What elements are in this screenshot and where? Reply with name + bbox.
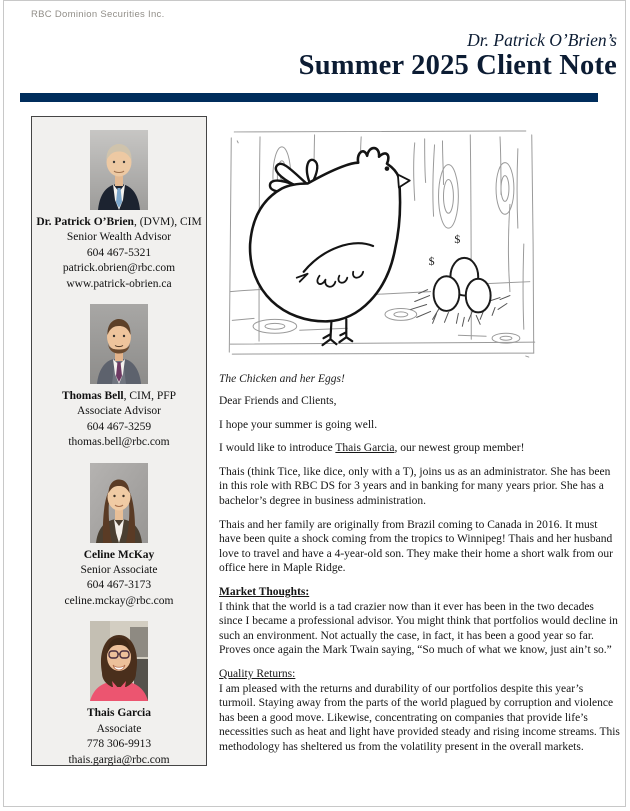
team-member-card xyxy=(65,463,174,610)
member-name xyxy=(87,706,151,721)
section-heading-quality: Quality Returns: xyxy=(219,667,296,680)
paragraph-brazil: Thais and her family are originally from Brazil coming to Canada in 2016. It must have been quite a shock coming from the tropics to Winnipeg! Thais and her husband love to travel and have a 4-year-old son. They make their home a short walk from our office here in Maple Ridge. xyxy=(219,518,613,575)
section-body-market: I think that the world is a tad crazier now than it ever has been in the two decades since I became a professional advisor. You might think that portfolios would decline in such an environment. Not actually the case, in fact, it has been a good year so far. Proves once again the Mark Twain saying, “So much of what we know, just ain’t so.” xyxy=(219,600,618,657)
section-heading-market: Market Thoughts: xyxy=(219,585,310,598)
member-name-text: Celine McKay xyxy=(83,548,155,561)
paragraph-thais: Thais (think Tice, like dice, only with a T), joins us as an administrator. She has been in this role with RBC DS for 3 years and in banking for many years prior. She has a bachelor’s degree in business administration. xyxy=(219,465,611,507)
section-body-quality: I am pleased with the returns and durability of our portfolios despite this year’s turmoil. Staying away from the parts of the world plagued by corruption and violence has been a good move. Likewise, concentrating on companies that provide life’s necessities such as heat and light have provided steady and rising income streams. This methodology has sheltered us from the volatility present in the overall markets. xyxy=(219,682,620,753)
section-quality xyxy=(219,667,620,755)
section-market xyxy=(219,585,620,658)
member-credentials: , CIM, PFP xyxy=(123,390,177,403)
title-accent-bar xyxy=(20,93,598,102)
dollar-symbol: $ xyxy=(428,253,435,268)
headshot-photo-patrick xyxy=(90,130,148,210)
member-name-text: Thais Garcia xyxy=(86,707,151,720)
member-phone: 778 306-9913 xyxy=(86,738,152,751)
headshot-photo-celine xyxy=(90,463,148,543)
member-title: Associate xyxy=(96,722,142,735)
member-name-text: Thomas Bell xyxy=(61,390,124,403)
masthead xyxy=(299,31,617,82)
newsletter-title: Summer 2025 Client Note xyxy=(298,50,617,82)
member-email: thais.gargia@rbc.com xyxy=(68,753,170,766)
greeting-line: Dear Friends and Clients, xyxy=(219,395,337,407)
member-phone: 604 467-3173 xyxy=(86,579,152,592)
member-email: patrick.obrien@rbc.com xyxy=(62,262,176,275)
illustration-caption: The Chicken and her Eggs! xyxy=(219,373,345,385)
member-name xyxy=(36,215,201,230)
document-page xyxy=(3,0,626,807)
intro-prefix: I would like to introduce xyxy=(219,442,336,455)
paragraph-summer: I hope your summer is going well. xyxy=(219,418,378,431)
headshot-photo-thais xyxy=(90,621,148,701)
chicken-illustration xyxy=(219,125,546,363)
member-phone: 604 467-5321 xyxy=(86,246,152,259)
member-name xyxy=(62,389,176,404)
team-member-card xyxy=(68,621,169,768)
dollar-symbol: $ xyxy=(454,232,461,247)
intro-suffix: , our newest group member! xyxy=(394,442,525,455)
paragraph-intro xyxy=(219,441,620,456)
intro-highlight-name: Thais Garcia xyxy=(335,442,395,455)
team-member-card xyxy=(62,304,176,451)
team-member-card xyxy=(36,130,201,292)
member-name-text: Dr. Patrick O’Brien xyxy=(36,216,134,228)
team-sidebar xyxy=(31,116,207,766)
member-phone: 604 467-3259 xyxy=(86,420,152,433)
member-email: thomas.bell@rbc.com xyxy=(68,436,170,449)
member-title: Senior Wealth Advisor xyxy=(66,231,172,244)
member-name xyxy=(84,548,155,563)
member-title: Associate Advisor xyxy=(76,405,161,418)
newsletter-body xyxy=(219,125,620,754)
company-name: RBC Dominion Securities Inc. xyxy=(31,9,165,20)
headshot-photo-thomas xyxy=(90,304,148,384)
member-title: Senior Associate xyxy=(80,564,158,577)
member-email: celine.mckay@rbc.com xyxy=(64,594,174,607)
member-website: www.patrick-obrien.ca xyxy=(66,277,172,290)
member-credentials: , (DVM), CIM xyxy=(133,216,202,228)
newsletter-subtitle: Dr. Patrick O’Brien’s xyxy=(467,30,617,50)
